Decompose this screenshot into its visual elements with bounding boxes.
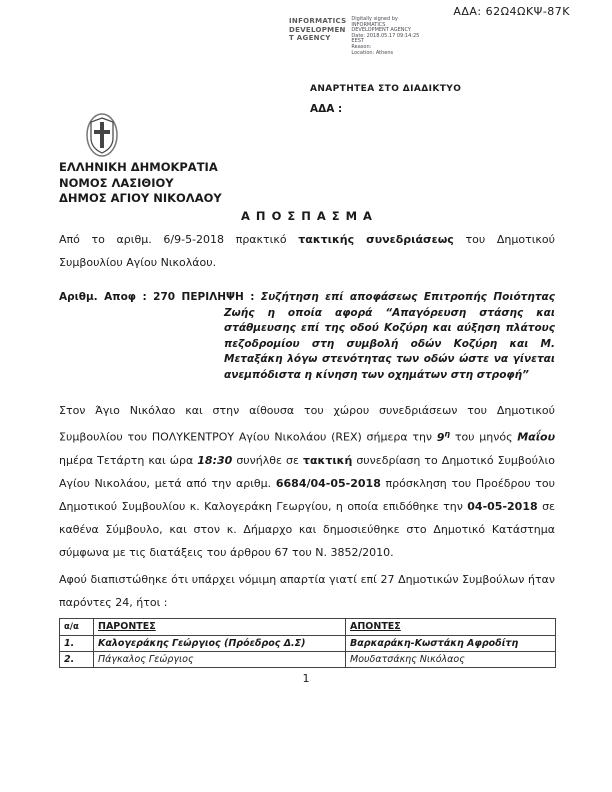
row-number-cell: 2. [60,651,94,667]
present-member-cell: Καλογεράκης Γεώργιος (Πρόεδρος Δ.Σ) [94,635,346,651]
table-header-row [60,618,556,635]
present-member-cell: Πάγκαλος Γεώργιος [94,651,346,667]
absent-member-cell: Βαρκαράκη-Κωστάκη Αφροδίτη [346,635,556,651]
greek-emblem-icon [84,112,120,158]
decision-paragraph [59,290,555,383]
attendance-table [59,618,556,668]
signature-line: DEVELOPMENT AGENCY [351,27,411,34]
body-text: ημέρα Τετάρτη και ώρα [59,453,198,467]
anartitea-label: ΑΝΑΡΤΗΤΕΑ ΣΤΟ ΔΙΑΔΙΚΤΥΟ [310,84,462,94]
digital-signature-stamp [289,17,419,56]
row-number-cell: 1. [60,635,94,651]
session-time: 18:30 [197,453,233,467]
intro-text: του Δημοτικού Συμβουλίου Αγίου Νικολάου. [59,233,555,269]
signature-line: Reason: [351,43,372,50]
signature-line: Location: Athens [351,49,394,56]
document-title: Α Π Ο Σ Π Α Σ Μ Α [241,209,373,223]
body-text: συνεδρίαση το Δημοτικό Συμβούλιο Αγίου Νικολάου, μετά από την αριθμ. [59,453,555,490]
page-number: 1 [302,672,310,685]
body-text: Στον Άγιο Νικόλαο και στην αίθουσα του χώρου συνεδριάσεων του Δημοτικού Συμβουλίου του ΠΟΛΥΚΕΝΤΡΟΥ Αγίου Νικολάου (REX) σήμερα την [59,404,555,444]
ida-signature-details [351,17,419,56]
delivery-date: 04-05-2018 [467,499,538,513]
ada-code: ΑΔΑ: 62Ω4ΩΚΨ-87Κ [453,5,570,18]
session-day: $9^\eta$ [436,429,451,444]
col-header-absent: ΑΠΟΝΤΕΣ [346,618,556,635]
session-month: Μαΐου [517,430,556,444]
intro-text: Από το αριθμ. 6/9-5-2018 πρακτικό [59,233,299,246]
ida-agency-name-line: INFORMATICS [289,17,347,25]
decision-number-label: Αριθμ. Αποφ : 270 ΠΕΡΙΛΗΨΗ : [59,291,261,303]
body-text: συνήλθε σε [232,453,303,467]
organization-block [59,160,222,207]
org-line-republic: ΕΛΛΗΝΙΚΗ ΔΗΜΟΚΡΑΤΙΑ [59,160,218,174]
ida-agency-name [289,17,346,56]
signature-line: Digitally signed by [351,16,398,22]
body-text: του μηνός [450,430,518,444]
ida-agency-name-line: T AGENCY [289,34,331,42]
body-text: πρόσκληση του Προέδρου του Δημοτικού Συμβουλίου κ. Καλογεράκη Γεωργίου, η οποία επιδόθηκε την [59,476,556,513]
body-text: σε καθένα Σύμβουλο, και στον κ. Δήμαρχο και δημοσιεύθηκε στο Δημοτικό Κατάστημα σύμφωνα με τις διατάξεις του άρθρου 67 του Ν. 3852/2010. [59,499,555,559]
org-line-municipality: ΔΗΜΟΣ ΑΓΙΟΥ ΝΙΚΟΛΑΟΥ [59,191,222,205]
absent-member-cell: Μουδατσάκης Νικόλαος [346,651,556,667]
session-paragraph [59,399,555,564]
ida-agency-name-line: DEVELOPMEN [289,25,346,34]
org-line-prefecture: ΝΟΜΟΣ ΛΑΣΙΘΙΟΥ [59,175,174,190]
signature-line: EEST [351,38,364,45]
session-type: τακτική [302,453,353,467]
quorum-paragraph: Αφού διαπιστώθηκε ότι υπάρχει νόμιμη απαρτία γιατί επί 27 Δημοτικών Συμβούλων ήταν παρόντες 24, ήτοι : [59,572,555,609]
signature-line: Date: 2018.05.17 09:14:25 [351,32,420,39]
document-body [59,228,555,668]
intro-bold-text: τακτικής συνεδριάσεως [298,233,454,246]
col-header-present: ΠΑΡΟΝΤΕΣ [94,618,346,635]
ada-field-label: ΑΔΑ : [310,103,343,115]
table-row [60,651,556,667]
decision-summary: Συζήτηση επί αποφάσεως Επιτροπής Ποιότητας Ζωής η οποία αφορά “Απαγόρευση στάσης και στάθμευσης επί της οδού Κοζύρη και αύξηση πλάτους πεζοδρομίου στη συμβολή οδών Κοζύρη και Μ. Μεταξάκη λόγω στενότητας των οδών ώστε να γίνεται ανεμπόδιστα η κίνηση των οχημάτων στη στροφή” [224,291,555,381]
signature-line: INFORMATICS [351,21,386,28]
invitation-number: 6684/04-05-2018 [275,476,381,490]
table-row [60,635,556,651]
intro-paragraph [59,228,555,274]
col-header-index: α/α [60,618,94,635]
